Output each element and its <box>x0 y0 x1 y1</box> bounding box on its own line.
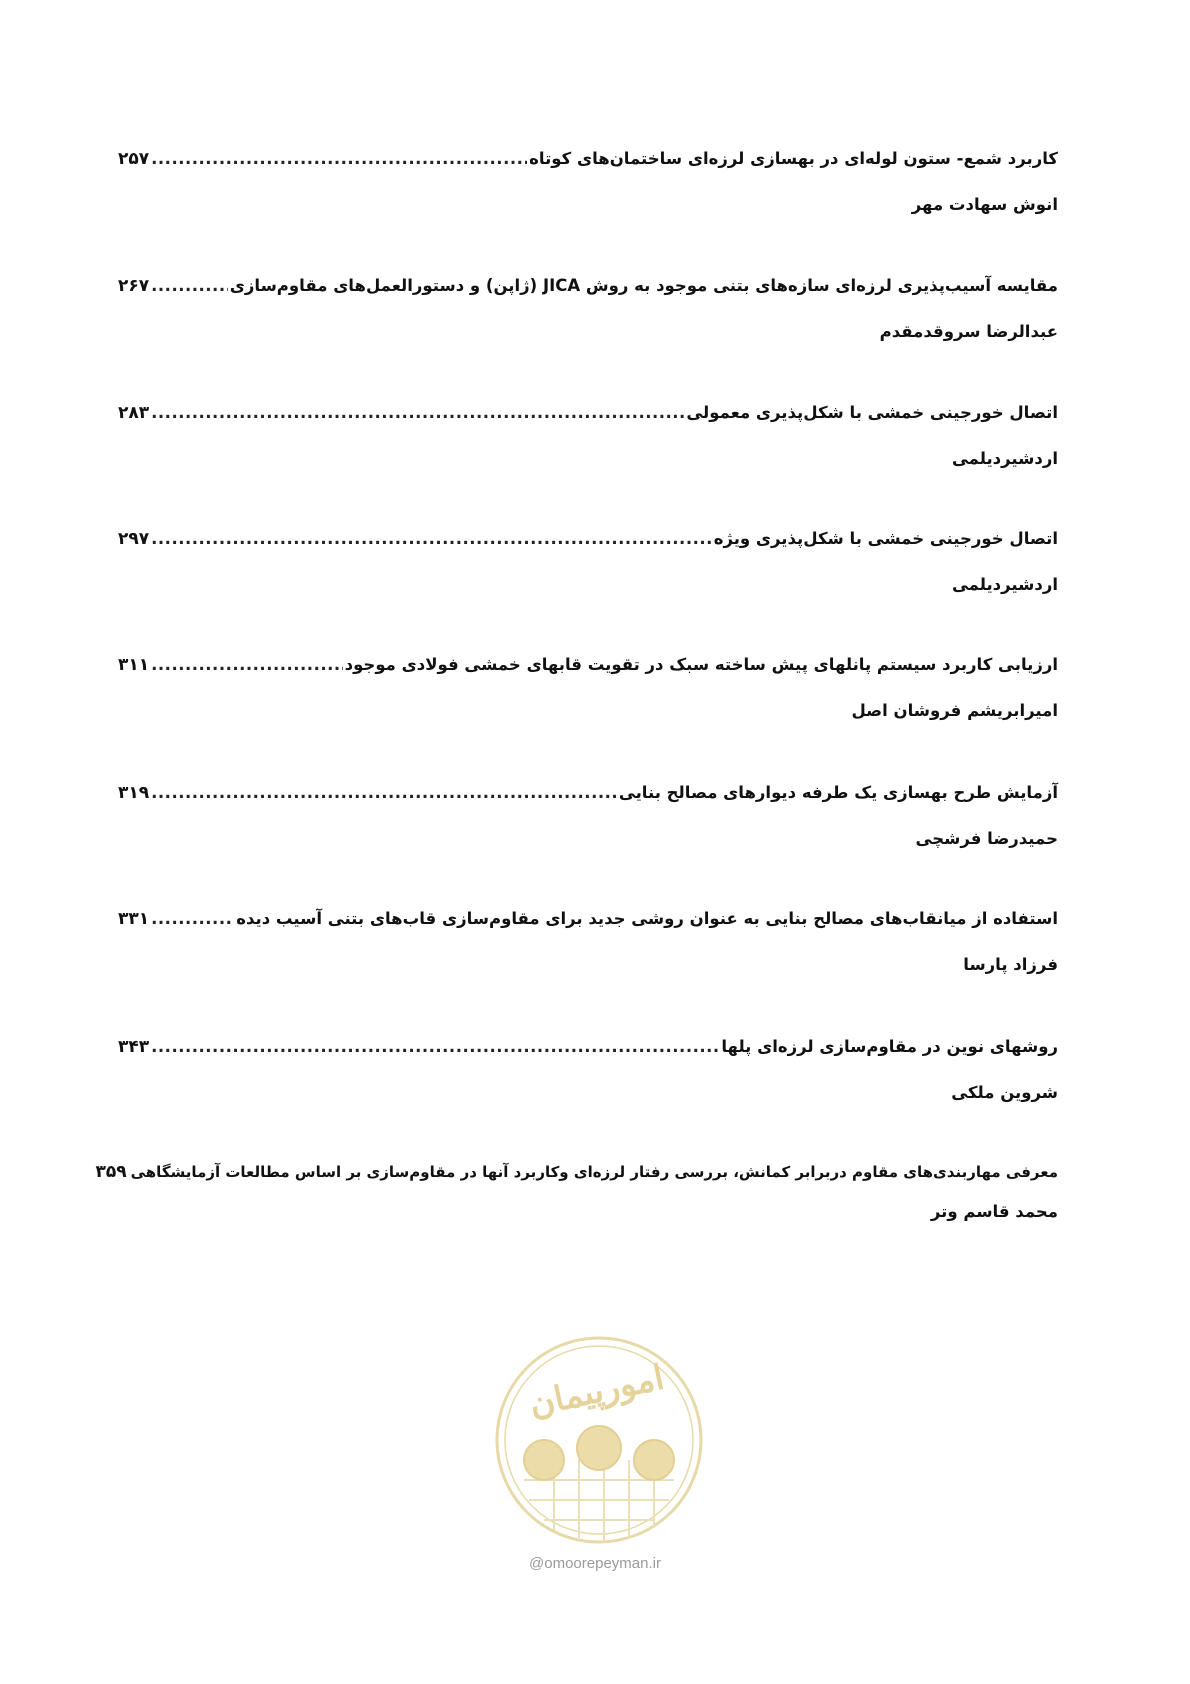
dot-leader <box>151 776 617 810</box>
toc-entry[interactable] <box>118 776 1058 856</box>
toc-entry-author: اردشیردیلمی <box>951 449 1058 468</box>
toc-entry[interactable] <box>118 142 1058 222</box>
toc-entry[interactable] <box>118 396 1058 476</box>
toc-entry-page: ۳۱۹ <box>118 783 150 803</box>
toc-entry-page: ۳۴۳ <box>118 1037 150 1057</box>
toc-entry-title: ارزیابی کاربرد سیستم پانلهای پیش ساخته سبک در تقویت قابهای خمشی فولادی موجود <box>344 655 1058 674</box>
watermark-url: @omoorepeyman.ir <box>529 1555 661 1572</box>
toc-entry[interactable] <box>118 902 1058 982</box>
toc-entry-author: فرزاد پارسا <box>963 955 1058 974</box>
dot-leader <box>151 902 234 936</box>
toc-entry[interactable] <box>95 1155 1058 1229</box>
dot-leader <box>151 1030 719 1064</box>
toc-entry-author: امیرابریشم فروشان اصل <box>851 701 1058 720</box>
toc-entry-line <box>118 269 1058 303</box>
toc-entry-title: آزمایش طرح بهسازی یک طرفه دیوارهای مصالح بنایی <box>618 783 1058 802</box>
toc-entry-line <box>118 902 1058 936</box>
toc-entry-page: ۳۱۱ <box>118 655 150 675</box>
toc-entry-line <box>118 1030 1058 1064</box>
dot-leader <box>151 522 712 556</box>
dot-leader <box>151 396 684 430</box>
toc-entry-author: شروین ملکی <box>951 1083 1058 1102</box>
toc-entry-title: اتصال خورجینی خمشی با شکل‌پذیری معمولی <box>686 403 1058 422</box>
toc-entry-page: ۳۵۹ <box>95 1162 127 1182</box>
toc-entry-title: مقایسه آسیب‌پذیری لرزه‌ای سازه‌های بتنی موجود به روش JICA (ژاپن) و دستورالعمل‌های مقاوم‌سازی <box>229 276 1058 295</box>
toc-entry[interactable] <box>118 1030 1058 1110</box>
toc-entry[interactable] <box>118 522 1058 602</box>
toc-entry-line <box>118 396 1058 430</box>
toc-entry[interactable] <box>118 648 1058 728</box>
toc-entry-author: حمیدرضا فرشچی <box>915 829 1058 848</box>
toc-entry-line <box>118 776 1058 810</box>
toc-entry-line <box>118 648 1058 682</box>
toc-entry-page: ۲۹۷ <box>118 529 150 549</box>
dot-leader <box>151 648 342 682</box>
dot-leader <box>151 269 228 303</box>
toc-entry-title: اتصال خورجینی خمشی با شکل‌پذیری ویژه <box>713 529 1058 548</box>
toc-entry-author: اردشیردیلمی <box>951 575 1058 594</box>
toc-entry-author: انوش سهادت مهر <box>911 195 1058 214</box>
toc-entry-page: ۲۵۷ <box>118 149 150 169</box>
toc-entry-page: ۲۸۳ <box>118 403 150 423</box>
toc-entry-title: روشهای نوین در مقاوم‌سازی لرزه‌ای پلها <box>721 1037 1058 1056</box>
watermark-logo <box>484 1330 714 1550</box>
watermark-logo-text: امورپیمان <box>525 1357 668 1425</box>
toc-entry-line <box>118 142 1058 176</box>
dot-leader <box>151 142 527 176</box>
toc-entry[interactable] <box>118 269 1058 349</box>
toc-entry-title: کاربرد شمع- ستون لوله‌ای در بهسازی لرزه‌ای ساختمان‌های کوتاه <box>529 149 1058 168</box>
toc-entry-line <box>95 1155 1058 1189</box>
toc-entry-line <box>118 522 1058 556</box>
toc-entry-author: محمد قاسم وتر <box>930 1202 1058 1221</box>
toc-entry-page: ۳۳۱ <box>118 909 150 929</box>
toc-entry-title: معرفی مهاربندی‌های مقاوم دربرابر کمانش، بررسی رفتار لرزه‌ای وکاربرد آنها در مقاوم‌سازی بر اساس مطالعات آزمایشگاهی <box>130 1163 1058 1181</box>
toc-entry-page: ۲۶۷ <box>118 276 150 296</box>
toc-entry-title: استفاده از میانقاب‌های مصالح بنایی به عنوان روشی جدید برای مقاوم‌سازی قاب‌های بتنی آسیب دیده <box>236 909 1058 928</box>
toc-entry-author: عبدالرضا سروقدمقدم <box>879 322 1058 341</box>
